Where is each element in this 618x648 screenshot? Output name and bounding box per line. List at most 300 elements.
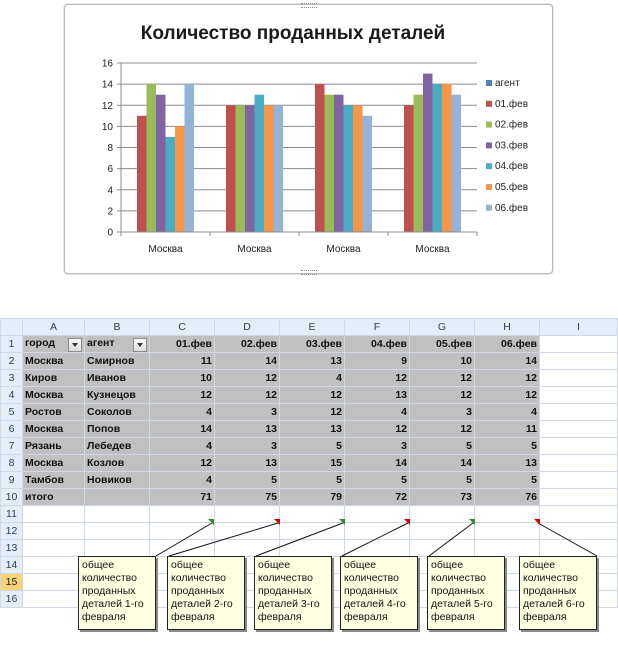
cell-A10[interactable] — [23, 489, 85, 506]
cell-value: Кузнецов — [87, 389, 136, 401]
cell-value: 12 — [265, 389, 277, 401]
chart-title: Количество проданных деталей — [140, 23, 446, 44]
cell-H10[interactable] — [475, 489, 540, 506]
cell-value: 12 — [525, 372, 537, 384]
cell-value: 71 — [200, 491, 212, 503]
cell-value: Тамбов — [25, 474, 64, 486]
row-header-2[interactable]: 2 — [1, 353, 23, 370]
cell-value: агент — [87, 336, 115, 349]
bar-01.фев-3 — [404, 105, 414, 232]
cell-E1[interactable] — [280, 336, 345, 353]
legend-entry: 01.фев — [495, 98, 529, 110]
legend-entry: 04.фев — [495, 161, 529, 173]
cell-A13[interactable] — [23, 540, 85, 557]
legend-swatch — [486, 142, 492, 148]
cell-value: 4 — [206, 440, 212, 452]
column-header-F[interactable]: F — [345, 319, 410, 336]
cell-F4[interactable] — [345, 387, 410, 404]
cell-C1[interactable] — [150, 336, 215, 353]
row-header-13[interactable]: 13 — [1, 540, 23, 557]
row-header-1[interactable]: 1 — [1, 336, 23, 353]
legend-entry: 05.фев — [495, 182, 529, 193]
cell-value: 12 — [330, 389, 342, 401]
cell-A11[interactable] — [23, 506, 85, 523]
cell-value: Москва — [25, 457, 64, 469]
cell-E4[interactable] — [280, 387, 345, 404]
cell-value: 5 — [336, 440, 342, 452]
cell-G8[interactable] — [410, 455, 475, 472]
cell-G4[interactable] — [410, 387, 475, 404]
cell-comment-2[interactable]: общее количество проданных деталей 2-го февраля — [167, 556, 245, 630]
cell-D1[interactable] — [215, 336, 280, 353]
table-row — [1, 506, 618, 523]
bar-02.фев-1 — [236, 105, 246, 232]
cell-D7[interactable] — [215, 438, 280, 455]
cell-value: 5 — [271, 474, 277, 486]
cell-E11[interactable] — [280, 506, 345, 523]
cell-F9[interactable] — [345, 472, 410, 489]
column-header-D[interactable]: D — [215, 319, 280, 336]
y-tick-label: 0 — [107, 227, 113, 239]
cell-value: 13 — [330, 423, 342, 435]
cell-comment-6[interactable]: общее количество проданных деталей 6-го февраля — [519, 556, 597, 630]
cell-A12[interactable] — [23, 523, 85, 540]
cell-H13[interactable] — [475, 540, 540, 557]
row-header-9[interactable]: 9 — [1, 472, 23, 489]
cell-I5[interactable] — [540, 404, 618, 421]
cell-I10[interactable] — [540, 489, 618, 506]
cell-value: 3 — [401, 440, 407, 452]
cell-value: 4 — [206, 406, 212, 418]
cell-F6[interactable] — [345, 421, 410, 438]
cell-value: 12 — [200, 457, 212, 469]
cell-value: 12 — [265, 372, 277, 384]
row-header-7[interactable]: 7 — [1, 438, 23, 455]
cell-H5[interactable] — [475, 404, 540, 421]
bar-03.фев-2 — [334, 95, 344, 232]
y-tick-label: 10 — [101, 121, 113, 133]
legend-swatch — [486, 184, 492, 190]
legend-entry: 03.фев — [495, 140, 529, 152]
cell-value: 4 — [531, 406, 537, 418]
cell-value: Смирнов — [87, 355, 135, 367]
cell-I7[interactable] — [540, 438, 618, 455]
bar-04.фев-2 — [344, 105, 354, 232]
cell-E12[interactable] — [280, 523, 345, 540]
x-tick-label: Москва — [326, 244, 361, 255]
bar-01.фев-1 — [226, 105, 236, 232]
cell-I1[interactable] — [540, 336, 618, 353]
cell-D10[interactable] — [215, 489, 280, 506]
cell-value: 12 — [200, 389, 212, 401]
cell-H4[interactable] — [475, 387, 540, 404]
row-header-6[interactable]: 6 — [1, 421, 23, 438]
cell-value: 12 — [460, 372, 472, 384]
cell-H8[interactable] — [475, 455, 540, 472]
cell-value: 04.фев — [371, 338, 407, 350]
x-tick-label: Москва — [237, 244, 272, 255]
cell-value: 73 — [460, 491, 472, 503]
cell-value: 72 — [395, 491, 407, 503]
row-header-12[interactable]: 12 — [1, 523, 23, 540]
cell-D2[interactable] — [215, 353, 280, 370]
x-tick-label: Москва — [148, 244, 183, 255]
bar-02.фев-0 — [147, 84, 157, 232]
y-tick-label: 12 — [101, 100, 113, 112]
cell-D6[interactable] — [215, 421, 280, 438]
spreadsheet[interactable] — [0, 318, 618, 648]
cell-value: 12 — [460, 423, 472, 435]
cell-A8[interactable] — [23, 455, 85, 472]
bar-02.фев-3 — [414, 95, 424, 232]
cell-value: 5 — [336, 474, 342, 486]
cell-F3[interactable] — [345, 370, 410, 387]
cell-D11[interactable] — [215, 506, 280, 523]
cell-value: 14 — [460, 457, 472, 469]
cell-value: 3 — [271, 440, 277, 452]
cell-value: Иванов — [87, 372, 126, 384]
cell-value: 14 — [395, 457, 407, 469]
cell-D4[interactable] — [215, 387, 280, 404]
cell-value: 13 — [395, 389, 407, 401]
cell-value: Киров — [25, 372, 58, 384]
bar-02.фев-2 — [325, 95, 335, 232]
cell-C3[interactable] — [150, 370, 215, 387]
legend-swatch — [486, 163, 492, 169]
cell-value: 12 — [330, 406, 342, 418]
cell-E8[interactable] — [280, 455, 345, 472]
cell-C8[interactable] — [150, 455, 215, 472]
cell-B6[interactable] — [85, 421, 150, 438]
legend-swatch — [486, 205, 492, 211]
cell-G10[interactable] — [410, 489, 475, 506]
cell-value: 75 — [265, 491, 277, 503]
cell-value: 14 — [525, 355, 537, 367]
cell-F5[interactable] — [345, 404, 410, 421]
cell-G7[interactable] — [410, 438, 475, 455]
cell-value: Москва — [25, 389, 64, 401]
cell-I12[interactable] — [540, 523, 618, 540]
cell-value: 05.фев — [436, 338, 472, 350]
cell-G12[interactable] — [410, 523, 475, 540]
cell-value: 02.фев — [241, 338, 277, 350]
cell-D5[interactable] — [215, 404, 280, 421]
cell-A1[interactable] — [23, 336, 85, 353]
y-tick-label: 14 — [101, 79, 113, 91]
cell-value: 76 — [525, 491, 537, 503]
cell-H6[interactable] — [475, 421, 540, 438]
filter-dropdown-icon[interactable] — [133, 338, 147, 352]
cell-A5[interactable] — [23, 404, 85, 421]
cell-value: Новиков — [87, 474, 132, 486]
bar-03.фев-0 — [156, 95, 166, 232]
row-header-14[interactable]: 14 — [1, 557, 23, 574]
cell-value: 14 — [265, 355, 277, 367]
cell-value: Соколов — [87, 406, 132, 418]
cell-value: 13 — [265, 423, 277, 435]
cell-F1[interactable] — [345, 336, 410, 353]
cell-D13[interactable] — [215, 540, 280, 557]
cell-B4[interactable] — [85, 387, 150, 404]
cell-G1[interactable] — [410, 336, 475, 353]
cell-value: 4 — [401, 406, 407, 418]
cell-D3[interactable] — [215, 370, 280, 387]
cell-A3[interactable] — [23, 370, 85, 387]
cell-E2[interactable] — [280, 353, 345, 370]
bar-06.фев-2 — [363, 116, 373, 232]
cell-E13[interactable] — [280, 540, 345, 557]
cell-A6[interactable] — [23, 421, 85, 438]
cell-A15[interactable] — [23, 574, 85, 591]
cell-G9[interactable] — [410, 472, 475, 489]
cell-value: Москва — [25, 423, 64, 435]
row-header-15[interactable]: 15 — [1, 574, 23, 591]
cell-comment-4[interactable]: общее количество проданных деталей 4-го февраля — [340, 556, 418, 630]
cell-value: 03.фев — [306, 338, 342, 350]
row-header-11[interactable]: 11 — [1, 506, 23, 523]
cell-F8[interactable] — [345, 455, 410, 472]
cell-value: 5 — [531, 440, 537, 452]
column-header-G[interactable]: G — [410, 319, 475, 336]
cell-value: 13 — [265, 457, 277, 469]
cell-H1[interactable] — [475, 336, 540, 353]
cell-value: Попов — [87, 423, 121, 435]
cell-G3[interactable] — [410, 370, 475, 387]
cell-value: Рязань — [25, 440, 62, 452]
row-header-4[interactable]: 4 — [1, 387, 23, 404]
table-row — [1, 489, 618, 506]
bar-03.фев-1 — [245, 105, 255, 232]
cell-C7[interactable] — [150, 438, 215, 455]
table-row — [1, 472, 618, 489]
cell-I8[interactable] — [540, 455, 618, 472]
cell-value: 12 — [395, 423, 407, 435]
bar-05.фев-0 — [175, 126, 185, 232]
bar-05.фев-3 — [442, 84, 452, 232]
cell-C11[interactable] — [150, 506, 215, 523]
cell-I9[interactable] — [540, 472, 618, 489]
cell-B2[interactable] — [85, 353, 150, 370]
cell-G6[interactable] — [410, 421, 475, 438]
cell-value: Козлов — [87, 457, 125, 469]
cell-F7[interactable] — [345, 438, 410, 455]
cell-comment-3[interactable]: общее количество проданных деталей 3-го февраля — [254, 556, 332, 630]
cell-value: 10 — [460, 355, 472, 367]
cell-H12[interactable] — [475, 523, 540, 540]
cell-value: город — [25, 336, 56, 349]
table-row — [1, 404, 618, 421]
bar-06.фев-0 — [185, 84, 195, 232]
cell-B10[interactable] — [85, 489, 150, 506]
cell-B9[interactable] — [85, 472, 150, 489]
cell-value: 11 — [525, 423, 537, 435]
cell-value: 4 — [206, 474, 212, 486]
cell-B12[interactable] — [85, 523, 150, 540]
cell-I6[interactable] — [540, 421, 618, 438]
cell-value: 5 — [466, 440, 472, 452]
table-row — [1, 421, 618, 438]
cell-comment-5[interactable]: общее количество проданных деталей 5-го февраля — [427, 556, 505, 630]
cell-E6[interactable] — [280, 421, 345, 438]
column-header-A[interactable]: A — [23, 319, 85, 336]
column-header-I[interactable]: I — [540, 319, 618, 336]
cell-value: 12 — [395, 372, 407, 384]
cell-H3[interactable] — [475, 370, 540, 387]
cell-value: 79 — [330, 491, 342, 503]
table-row — [1, 438, 618, 455]
cell-value: 3 — [466, 406, 472, 418]
cell-E9[interactable] — [280, 472, 345, 489]
cell-H7[interactable] — [475, 438, 540, 455]
legend-entry: 06.фев — [495, 202, 529, 214]
cell-G2[interactable] — [410, 353, 475, 370]
cell-value: 3 — [271, 406, 277, 418]
cell-value: 5 — [401, 474, 407, 486]
bar-06.фев-1 — [274, 105, 284, 232]
y-tick-label: 4 — [107, 185, 113, 197]
cell-C10[interactable] — [150, 489, 215, 506]
cell-F12[interactable] — [345, 523, 410, 540]
cell-value: Лебедев — [87, 440, 132, 452]
cell-I3[interactable] — [540, 370, 618, 387]
cell-value: 14 — [200, 423, 212, 435]
cell-D8[interactable] — [215, 455, 280, 472]
cell-value: итого — [25, 491, 54, 503]
cell-A4[interactable] — [23, 387, 85, 404]
bar-05.фев-1 — [264, 105, 274, 232]
cell-E7[interactable] — [280, 438, 345, 455]
cell-value: Ростов — [25, 406, 62, 418]
cell-A9[interactable] — [23, 472, 85, 489]
cell-F11[interactable] — [345, 506, 410, 523]
bar-04.фев-3 — [433, 84, 443, 232]
y-tick-label: 16 — [101, 58, 113, 70]
cell-value: 13 — [330, 355, 342, 367]
cell-H9[interactable] — [475, 472, 540, 489]
cell-I4[interactable] — [540, 387, 618, 404]
cell-F2[interactable] — [345, 353, 410, 370]
cell-C2[interactable] — [150, 353, 215, 370]
chart-canvas — [65, 5, 552, 273]
cell-C9[interactable] — [150, 472, 215, 489]
cell-value: 13 — [525, 457, 537, 469]
cell-B13[interactable] — [85, 540, 150, 557]
embedded-chart[interactable] — [64, 4, 553, 274]
legend-entry: 02.фев — [495, 119, 529, 131]
legend-entry: агент — [495, 78, 520, 89]
row-header-3[interactable]: 3 — [1, 370, 23, 387]
cell-A14[interactable] — [23, 557, 85, 574]
column-header-E[interactable]: E — [280, 319, 345, 336]
cell-I13[interactable] — [540, 540, 618, 557]
cell-C12[interactable] — [150, 523, 215, 540]
cell-value: 5 — [466, 474, 472, 486]
cell-comment-1[interactable]: общее количество проданных деталей 1-го февраля — [78, 556, 156, 630]
table-row — [1, 523, 618, 540]
table-row — [1, 540, 618, 557]
cell-value: 4 — [336, 372, 342, 384]
legend-swatch — [486, 101, 492, 107]
x-tick-label: Москва — [415, 244, 450, 255]
bar-01.фев-0 — [137, 116, 147, 232]
column-header-C[interactable]: C — [150, 319, 215, 336]
cell-A2[interactable] — [23, 353, 85, 370]
cell-H11[interactable] — [475, 506, 540, 523]
cell-F10[interactable] — [345, 489, 410, 506]
cell-B7[interactable] — [85, 438, 150, 455]
table-row — [1, 370, 618, 387]
cell-F13[interactable] — [345, 540, 410, 557]
bar-03.фев-3 — [423, 74, 433, 232]
cell-C5[interactable] — [150, 404, 215, 421]
cell-value: 15 — [330, 457, 342, 469]
cell-B5[interactable] — [85, 404, 150, 421]
table-row — [1, 336, 618, 353]
cell-A16[interactable] — [23, 591, 85, 608]
cell-value: 5 — [531, 474, 537, 486]
bar-01.фев-2 — [315, 84, 325, 232]
y-tick-label: 8 — [107, 143, 113, 154]
cell-value: Москва — [25, 355, 64, 367]
table-row — [1, 353, 618, 370]
legend-swatch — [486, 122, 492, 128]
row-header-10[interactable]: 10 — [1, 489, 23, 506]
cell-H2[interactable] — [475, 353, 540, 370]
column-header-B[interactable]: B — [85, 319, 150, 336]
cell-value: 10 — [200, 372, 212, 384]
column-header-H[interactable]: H — [475, 319, 540, 336]
cell-value: 11 — [200, 355, 212, 367]
cell-value: 12 — [525, 389, 537, 401]
table-row — [1, 455, 618, 472]
cell-B11[interactable] — [85, 506, 150, 523]
cell-B1[interactable] — [85, 336, 150, 353]
filter-dropdown-icon[interactable] — [68, 338, 82, 352]
cell-E5[interactable] — [280, 404, 345, 421]
row-header-5[interactable]: 5 — [1, 404, 23, 421]
cell-B3[interactable] — [85, 370, 150, 387]
bar-04.фев-1 — [255, 95, 265, 232]
select-all-corner[interactable] — [1, 319, 23, 336]
cell-value: 06.фев — [501, 338, 537, 350]
y-tick-label: 2 — [107, 206, 113, 218]
cell-value: 12 — [460, 389, 472, 401]
cell-C6[interactable] — [150, 421, 215, 438]
table-row — [1, 387, 618, 404]
bar-06.фев-3 — [452, 95, 462, 232]
bar-04.фев-0 — [166, 137, 176, 232]
cell-A7[interactable] — [23, 438, 85, 455]
cell-D9[interactable] — [215, 472, 280, 489]
cell-value: 01.фев — [176, 338, 212, 350]
cell-value: 9 — [401, 355, 407, 367]
cell-G13[interactable] — [410, 540, 475, 557]
cell-I11[interactable] — [540, 506, 618, 523]
legend-swatch — [486, 80, 492, 86]
cell-B8[interactable] — [85, 455, 150, 472]
cell-E3[interactable] — [280, 370, 345, 387]
cell-E10[interactable] — [280, 489, 345, 506]
cell-G5[interactable] — [410, 404, 475, 421]
cell-C13[interactable] — [150, 540, 215, 557]
cell-D12[interactable] — [215, 523, 280, 540]
y-tick-label: 6 — [107, 164, 113, 176]
cell-I2[interactable] — [540, 353, 618, 370]
row-header-16[interactable]: 16 — [1, 591, 23, 608]
cell-G11[interactable] — [410, 506, 475, 523]
row-header-8[interactable]: 8 — [1, 455, 23, 472]
cell-C4[interactable] — [150, 387, 215, 404]
